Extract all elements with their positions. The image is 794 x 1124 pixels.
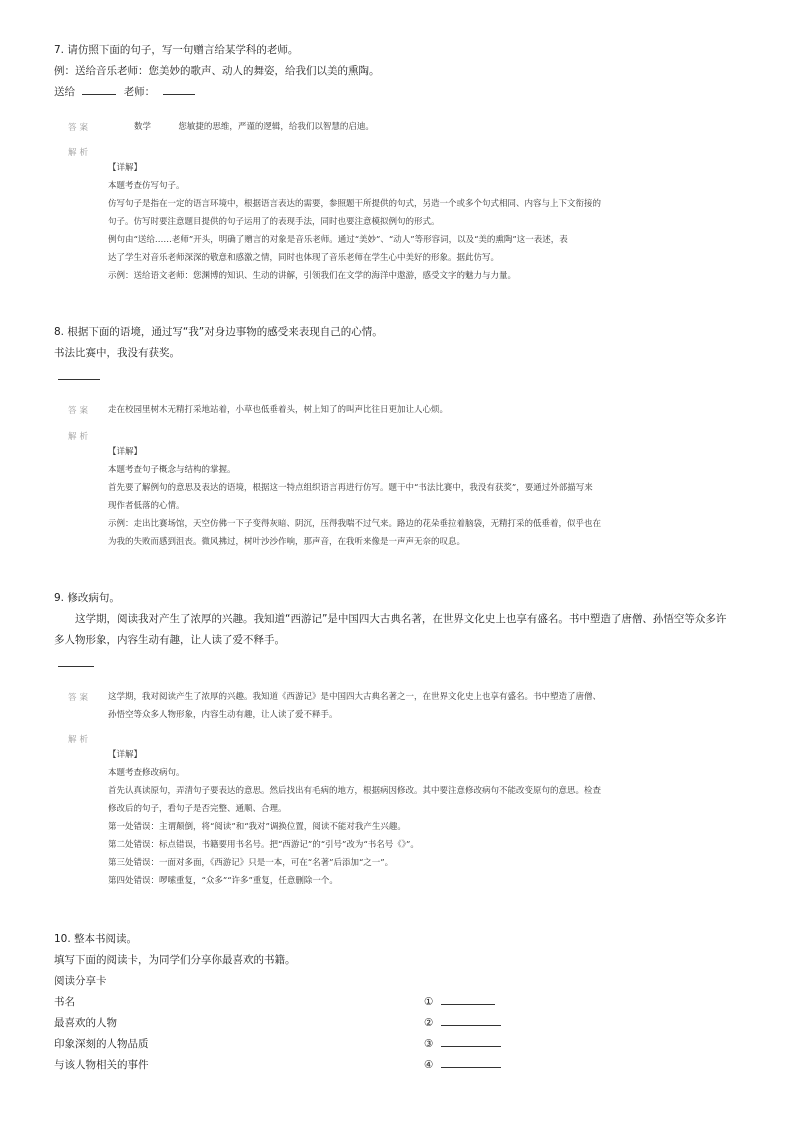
q7-analysis-line: 句子。仿写时要注意题目提供的句子运用了的表现手法，同时也要注意模拟例句的形式。 [108, 217, 440, 227]
q7-prompt-a: 送给 [54, 86, 75, 98]
q7-prompt-b: 老师： [123, 86, 156, 98]
q7-analysis-line: 达了学生对音乐老师深深的敬意和感激之情，同时也体现了音乐老师在学生心中美好的形象。据此仿写。 [108, 253, 500, 263]
q9-analysis-line: 【详解】 [108, 750, 143, 760]
q10-card-title: 阅读分享卡 [54, 975, 107, 987]
q7-analysis-line: 例句由“送给……老师”开头，明确了赠言的对象是音乐老师。通过“美妙”、“动人”等形容词，以及“美的熏陶”这一表述，表 [108, 235, 568, 245]
q9-answer-line1: 这学期，我对阅读产生了浓厚的兴趣。我知道《西游记》是中国四大古典名著之一，在世界文化史上也享有盛名。书中塑造了唐僧、 [108, 692, 602, 702]
q7-answer-text: 您敏捷的思维，严谨的逻辑，给我们以智慧的启迪。 [178, 122, 374, 132]
q9-answer-tag: 答案 [68, 693, 92, 703]
card-row-num: ③ [424, 1038, 434, 1050]
q7-prompt [54, 82, 744, 103]
q7-answer-tag: 答案 [68, 123, 92, 133]
card-answer-blank[interactable] [441, 992, 495, 1005]
question-7 [54, 40, 744, 103]
q8-analysis-line: 现作者低落的心情。 [108, 501, 185, 511]
card-row-slot [424, 1055, 501, 1076]
q9-analysis-line: 第一处错误：主谓颠倒，将“阅读”和“我对”调换位置，阅读不能对我产生兴趣。 [108, 822, 406, 832]
q9-passage-line2: 多人物形象，内容生动有趣，让人读了爱不释手。 [54, 634, 285, 646]
q9-analysis-line: 本题考查修改病句。 [108, 768, 185, 778]
q8-answer-tag: 答案 [68, 406, 92, 416]
q7-example: 例：送给音乐老师：您美妙的歌声、动人的舞姿，给我们以美的熏陶。 [54, 65, 380, 77]
q7-message-blank[interactable] [163, 82, 195, 95]
q7-answer [134, 120, 374, 132]
q8-answer-blank[interactable] [58, 378, 100, 380]
card-row-label: 书名 [54, 996, 75, 1008]
q8-analysis [108, 443, 724, 551]
q9-analysis-line: 第四处错误：啰嗦重复，“众多”“许多”重复，任意删除一个。 [108, 876, 338, 886]
q10-instruction: 填写下面的阅读卡，为同学们分享你最喜欢的书籍。 [54, 954, 296, 966]
question-8 [54, 322, 744, 364]
q8-analysis-line: 为我的失败而感到沮丧。微风拂过，树叶沙沙作响，那声音，在我听来像是一声声无奈的叹息。 [108, 537, 466, 547]
card-row-label: 与该人物相关的事件 [54, 1059, 149, 1071]
q7-subject-blank[interactable] [82, 82, 116, 95]
card-row-num: ② [424, 1017, 434, 1029]
card-row-slot [424, 1034, 501, 1055]
question-10 [54, 929, 744, 992]
card-row-slot [424, 992, 495, 1013]
card-row-label: 印象深刻的人物品质 [54, 1038, 149, 1050]
q9-analysis-line: 第三处错误：一面对多面，《西游记》只是一本，可在“名著”后添加“之一”。 [108, 858, 394, 868]
card-row-num: ① [424, 996, 434, 1008]
q8-analysis-line: 本题考查句子概念与结构的掌握。 [108, 465, 236, 475]
q7-analysis-line: 仿写句子是指在一定的语言环境中，根据语言表达的需要，参照题干所提供的句式，另造一个或多个句式相同、内容与上下文衔接的 [108, 199, 602, 209]
card-answer-blank[interactable] [441, 1055, 501, 1068]
question-9 [54, 588, 744, 651]
q8-analysis-line: 示例：走出比赛场馆，天空仿佛一下子变得灰暗、阴沉，压得我喘不过气来。路边的花朵垂拉着脑袋，无精打采的低垂着，似乎也在 [108, 519, 602, 529]
q8-title: 8. 根据下面的语境，通过写“我”对身边事物的感受来表现自己的心情。 [54, 326, 383, 338]
q10-title: 10. 整本书阅读。 [54, 933, 138, 945]
card-row-slot [424, 1013, 501, 1034]
q7-analysis-line: 本题考查仿写句子。 [108, 181, 185, 191]
q8-answer-text: 走在校园里树木无精打采地站着，小草也低垂着头，树上知了的叫声比往日更加让人心烦。 [108, 405, 449, 415]
q7-analysis [108, 159, 724, 285]
card-answer-blank[interactable] [441, 1034, 501, 1047]
q7-analysis-line: 【详解】 [108, 163, 143, 173]
q8-analysis-line: 【详解】 [108, 447, 143, 457]
q7-title: 7. 请仿照下面的句子，写一句赠言给某学科的老师。 [54, 44, 299, 56]
q8-analysis-line: 首先要了解例句的意思及表达的语境，根据这一特点组织语言再进行仿写。题干中“书法比赛中，我没有获奖”，要通过外部描写来 [108, 483, 593, 493]
q9-analysis-tag: 解析 [68, 735, 92, 745]
q9-passage-line1: 这学期，阅读我对产生了浓厚的兴趣。我知道“西游记”是中国四大古典名著，在世界文化史上也享有盛名。书中塑造了唐僧、孙悟空等众多许 [75, 613, 727, 625]
q9-title: 9. 修改病句。 [54, 592, 120, 604]
q9-analysis [108, 746, 724, 890]
q7-analysis-line: 示例：送给语文老师：您渊博的知识、生动的讲解，引领我们在文学的海洋中遨游，感受文字的魅力与力量。 [108, 271, 517, 281]
q9-answer-line2: 孙悟空等众多人物形象，内容生动有趣，让人读了爱不释手。 [108, 710, 338, 720]
q7-analysis-tag: 解析 [68, 148, 92, 158]
card-row-label: 最喜欢的人物 [54, 1017, 117, 1029]
q9-analysis-line: 第二处错误：标点错误，书籍要用书名号。把“西游记”的“引号”改为“书名号《》”。 [108, 840, 419, 850]
card-row-num: ④ [424, 1059, 434, 1071]
q9-analysis-line: 首先认真读原句，弄清句子要表达的意思。然后找出有毛病的地方，根据病因修改。其中要注意修改病句不能改变原句的意思。检查 [108, 786, 602, 796]
q9-analysis-line: 修改后的句子，看句子是否完整、通顺、合理。 [108, 804, 287, 814]
card-answer-blank[interactable] [441, 1013, 501, 1026]
q9-answer-blank[interactable] [58, 665, 94, 667]
q8-context: 书法比赛中，我没有获奖。 [54, 347, 180, 359]
q7-answer-subject: 数学 [134, 122, 152, 132]
q8-analysis-tag: 解析 [68, 432, 92, 442]
